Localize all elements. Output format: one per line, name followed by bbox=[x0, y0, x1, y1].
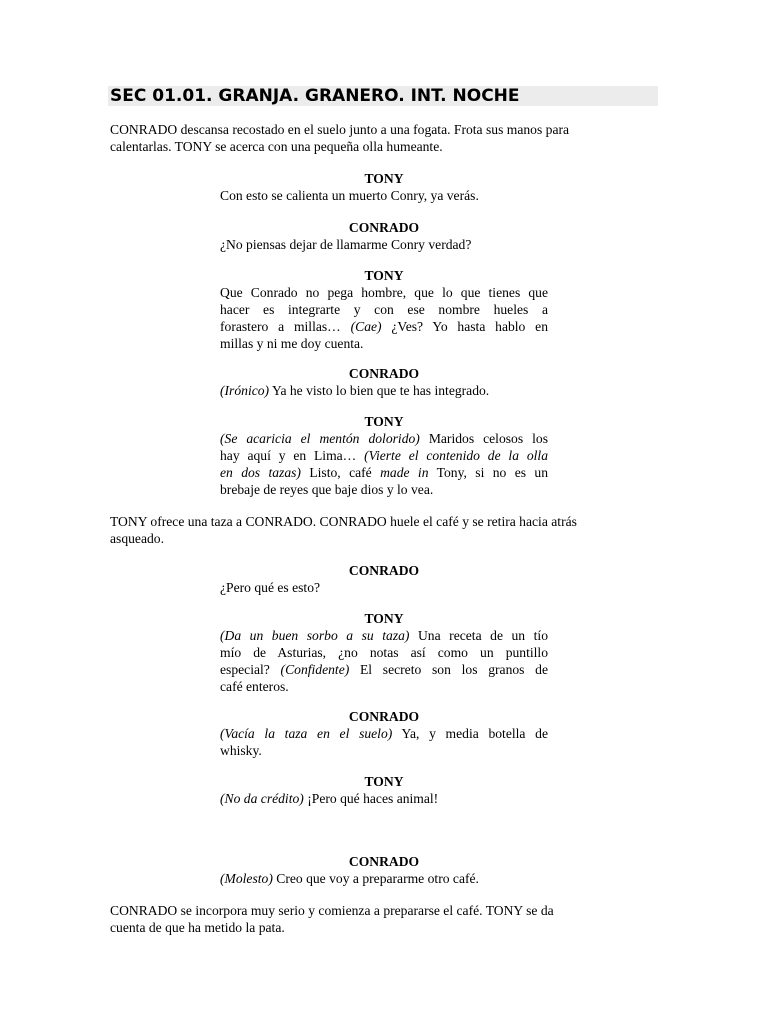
parenthetical: (Da un buen sorbo a su taza) bbox=[220, 628, 410, 643]
emphasis: made in bbox=[380, 465, 429, 480]
action-line: TONY ofrece una taza a CONRADO. CONRADO huele el café y se retira hacia atrás bbox=[110, 514, 577, 529]
dialogue bbox=[220, 236, 548, 253]
parenthetical: (Confidente) bbox=[280, 662, 350, 677]
action-line: CONRADO se incorpora muy serio y comienza a prepararse el café. TONY se da bbox=[110, 903, 554, 918]
dialogue-text: Maridos celosos los bbox=[428, 431, 548, 446]
dialogue bbox=[220, 284, 548, 352]
dialogue-line bbox=[220, 790, 548, 807]
character-cue: TONY bbox=[364, 171, 404, 186]
dialogue-text: Ya he visto lo bien que te has integrado. bbox=[271, 383, 490, 398]
dialogue bbox=[220, 430, 548, 498]
dialogue bbox=[220, 870, 548, 887]
character-cue: CONRADO bbox=[348, 854, 420, 869]
dialogue bbox=[220, 187, 548, 204]
dialogue-line bbox=[220, 464, 548, 481]
parenthetical: (Vacía la taza en el suelo) bbox=[220, 726, 393, 741]
dialogue-text: Una receta de un tío bbox=[417, 628, 548, 643]
dialogue-text: forastero a millas… bbox=[220, 319, 341, 334]
character-cue: TONY bbox=[364, 774, 404, 789]
parenthetical: (Molesto) bbox=[220, 871, 273, 886]
dialogue-line bbox=[220, 318, 548, 335]
character-cue: TONY bbox=[364, 611, 404, 626]
character-cue: CONRADO bbox=[348, 563, 420, 578]
parenthetical: en dos tazas) bbox=[220, 465, 301, 480]
character-cue: TONY bbox=[364, 268, 404, 283]
action-line: cuenta de que ha metido la pata. bbox=[110, 920, 285, 935]
dialogue-text: especial? bbox=[220, 662, 270, 677]
dialogue-line bbox=[220, 430, 548, 447]
action-line: CONRADO descansa recostado en el suelo junto a una fogata. Frota sus manos para bbox=[110, 122, 570, 137]
character-cue: CONRADO bbox=[348, 366, 420, 381]
parenthetical: (No da crédito) bbox=[220, 791, 304, 806]
dialogue-line: Con esto se calienta un muerto Conry, ya verás. bbox=[220, 188, 479, 203]
dialogue-text: El secreto son los granos de bbox=[360, 662, 549, 677]
dialogue-text: Ya, y media botella de bbox=[401, 726, 548, 741]
action-line: asqueado. bbox=[110, 531, 164, 546]
character-cue: TONY bbox=[364, 414, 404, 429]
parenthetical: (Irónico) bbox=[220, 383, 270, 398]
dialogue-text: hay aquí y en Lima… bbox=[220, 448, 357, 463]
dialogue bbox=[220, 579, 548, 596]
dialogue bbox=[220, 627, 548, 695]
parenthetical: (Vierte el contenido de la olla bbox=[364, 448, 548, 463]
dialogue-text: ¡Pero qué haces animal! bbox=[307, 791, 439, 806]
action-paragraph bbox=[110, 121, 650, 155]
dialogue-line: ¿Pero qué es esto? bbox=[220, 580, 321, 595]
parenthetical: (Cae) bbox=[350, 319, 382, 334]
dialogue-line: hacer es integrarte y con ese nombre hueles a bbox=[220, 302, 548, 317]
dialogue bbox=[220, 725, 548, 759]
dialogue-line: millas y ni me doy cuenta. bbox=[220, 336, 364, 351]
action-paragraph bbox=[110, 513, 650, 547]
dialogue-line: café enteros. bbox=[220, 679, 289, 694]
dialogue bbox=[220, 790, 548, 807]
dialogue-line: mío de Asturias, ¿no notas así como un puntillo bbox=[220, 645, 548, 660]
dialogue-line bbox=[220, 382, 548, 399]
dialogue-line: brebaje de reyes que baje dios y lo vea. bbox=[220, 482, 434, 497]
character-cue: CONRADO bbox=[348, 220, 420, 235]
action-paragraph bbox=[110, 902, 650, 936]
dialogue-text: ¿Ves? Yo hasta hablo en bbox=[391, 319, 548, 334]
dialogue-text: Tony, si no es un bbox=[436, 465, 548, 480]
scene-heading: SEC 01.01. GRANJA. GRANERO. INT. NOCHE bbox=[108, 86, 658, 106]
character-cue: CONRADO bbox=[348, 709, 420, 724]
dialogue-text: Listo, café bbox=[309, 465, 372, 480]
dialogue bbox=[220, 382, 548, 399]
parenthetical: (Se acaricia el mentón dolorido) bbox=[220, 431, 420, 446]
dialogue-line: Que Conrado no pega hombre, que lo que tienes que bbox=[220, 285, 548, 300]
dialogue-line bbox=[220, 627, 548, 644]
dialogue-line bbox=[220, 661, 548, 678]
dialogue-line bbox=[220, 870, 548, 887]
dialogue-line bbox=[220, 447, 548, 464]
action-line: calentarlas. TONY se acerca con una pequeña olla humeante. bbox=[110, 139, 443, 154]
dialogue-text: Creo que voy a prepararme otro café. bbox=[276, 871, 479, 886]
dialogue-line bbox=[220, 725, 548, 742]
dialogue-line: whisky. bbox=[220, 743, 262, 758]
dialogue-line: ¿No piensas dejar de llamarme Conry verdad? bbox=[220, 237, 472, 252]
